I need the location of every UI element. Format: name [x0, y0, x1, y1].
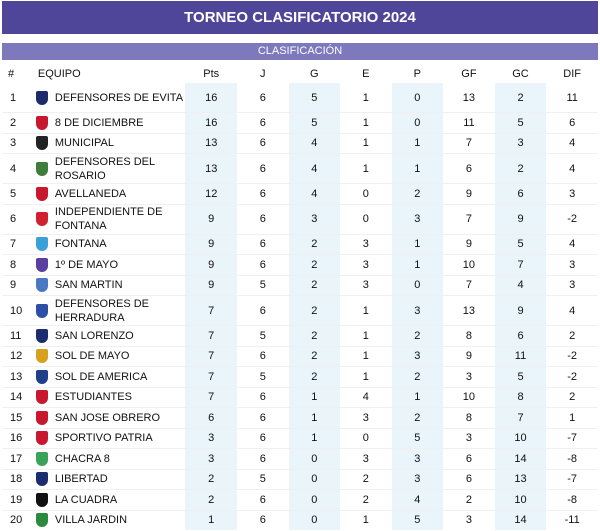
row-position: 18 [2, 469, 32, 490]
team-crest-icon [36, 431, 48, 445]
row-team [32, 326, 186, 347]
row-g: 5 [289, 83, 341, 113]
section-subtitle: CLASIFICACIÓN [2, 43, 598, 60]
row-g: 0 [289, 449, 341, 470]
row-p: 3 [392, 469, 444, 490]
table-row [2, 255, 598, 276]
col-header-pts: Pts [203, 67, 220, 80]
row-dif: -11 [546, 510, 598, 530]
row-j: 6 [237, 296, 289, 326]
row-dif: -8 [546, 490, 598, 511]
row-e: 0 [340, 428, 392, 449]
row-pts: 16 [185, 83, 237, 113]
row-j: 5 [237, 275, 289, 296]
col-header-dif: DIF [563, 67, 582, 80]
team-name: LIBERTAD [54, 473, 108, 486]
team-crest-icon [36, 304, 48, 318]
team-crest-icon [36, 116, 48, 130]
table-row [2, 428, 598, 449]
row-dif: -7 [546, 469, 598, 490]
row-e: 3 [340, 408, 392, 429]
row-team [32, 428, 186, 449]
table-row [2, 469, 598, 490]
row-j: 6 [237, 510, 289, 530]
row-pts: 7 [185, 387, 237, 408]
row-pts: 3 [185, 449, 237, 470]
row-team [32, 113, 186, 134]
row-e: 1 [362, 91, 369, 104]
row-j: 6 [259, 91, 266, 104]
row-gf: 13 [462, 91, 476, 104]
row-e: 3 [340, 275, 392, 296]
row-gf: 9 [443, 346, 495, 367]
row-e: 1 [340, 326, 392, 347]
row-dif: 11 [566, 91, 578, 104]
row-pts: 2 [185, 469, 237, 490]
row-p: 2 [392, 408, 444, 429]
row-gc: 14 [495, 510, 547, 530]
row-j: 6 [237, 428, 289, 449]
row-g: 2 [289, 234, 341, 255]
row-p: 2 [392, 367, 444, 388]
row-j: 6 [237, 154, 289, 184]
team-crest-icon [36, 258, 48, 272]
row-p: 3 [392, 346, 444, 367]
row-j: 6 [237, 255, 289, 276]
row-p: 1 [392, 133, 444, 154]
team-crest-icon [36, 212, 48, 226]
row-pts: 3 [185, 428, 237, 449]
table-row [2, 234, 598, 255]
table-row [2, 113, 598, 134]
row-gf: 11 [443, 113, 495, 134]
row-g: 0 [289, 469, 341, 490]
team-crest-icon [36, 91, 48, 105]
row-team [32, 275, 186, 296]
row-dif: -2 [546, 367, 598, 388]
team-name: DEFENSORES DEL ROSARIO [54, 155, 155, 182]
table-row [2, 387, 598, 408]
row-e: 2 [340, 469, 392, 490]
row-p: 1 [392, 255, 444, 276]
row-p: 4 [392, 490, 444, 511]
row-p: 0 [392, 83, 444, 113]
row-team [32, 133, 186, 154]
row-gf: 7 [443, 275, 495, 296]
row-j: 6 [237, 204, 289, 234]
row-e: 1 [340, 510, 392, 530]
row-j: 6 [237, 387, 289, 408]
row-gf: 6 [443, 154, 495, 184]
team-crest-icon [36, 472, 48, 486]
row-e: 2 [340, 490, 392, 511]
table-row [2, 449, 598, 470]
row-dif: 4 [546, 234, 598, 255]
team-name: INDEPENDIENTE DE FONTANA [54, 206, 163, 232]
row-gc: 4 [495, 275, 547, 296]
table-row [2, 346, 598, 367]
row-pts: 2 [185, 490, 237, 511]
team-crest-icon [36, 493, 48, 507]
row-position: 7 [2, 234, 32, 255]
row-position: 13 [2, 367, 32, 388]
row-gf: 6 [443, 449, 495, 470]
row-dif: 3 [546, 184, 598, 205]
col-header-gc: GC [512, 67, 529, 80]
row-pts: 16 [185, 113, 237, 134]
row-team [32, 408, 186, 429]
row-j: 6 [237, 113, 289, 134]
row-e: 0 [340, 204, 392, 234]
row-e: 4 [340, 387, 392, 408]
row-g: 4 [289, 133, 341, 154]
row-pts: 6 [185, 408, 237, 429]
row-gc: 7 [495, 255, 547, 276]
row-gf: 8 [443, 326, 495, 347]
team-name: VILLA JARDIN [54, 514, 128, 527]
row-gf: 10 [443, 387, 495, 408]
row-g: 2 [289, 346, 341, 367]
table-row [2, 204, 598, 234]
row-g: 3 [289, 204, 341, 234]
row-dif: 4 [546, 154, 598, 184]
row-gc: 7 [495, 408, 547, 429]
row-pts: 12 [185, 184, 237, 205]
row-gf: 13 [443, 296, 495, 326]
team-name: LA CUADRA [54, 493, 118, 506]
table-row [2, 184, 598, 205]
table-row [2, 154, 598, 184]
row-g: 5 [289, 113, 341, 134]
table-header-row [2, 64, 598, 83]
row-p: 3 [392, 296, 444, 326]
row-g: 1 [289, 387, 341, 408]
row-g: 4 [289, 184, 341, 205]
row-j: 5 [237, 367, 289, 388]
row-gf: 9 [443, 184, 495, 205]
team-name: DEFENSORES DE HERRADURA [54, 297, 150, 324]
row-g: 2 [289, 255, 341, 276]
row-gc: 5 [495, 367, 547, 388]
col-header-gf: GF [461, 67, 477, 80]
row-dif: 2 [546, 326, 598, 347]
row-dif: -2 [546, 204, 598, 234]
row-dif: 3 [546, 255, 598, 276]
team-crest-icon [36, 237, 48, 251]
row-position: 11 [2, 326, 32, 347]
team-name: SAN LORENZO [54, 329, 134, 342]
row-g: 2 [289, 275, 341, 296]
col-header-pos: # [8, 67, 15, 80]
row-team [32, 469, 186, 490]
team-name: ESTUDIANTES [54, 391, 132, 404]
row-g: 2 [289, 326, 341, 347]
row-j: 6 [237, 234, 289, 255]
table-row [2, 490, 598, 511]
row-gf: 2 [443, 490, 495, 511]
table-row [2, 408, 598, 429]
row-gc: 3 [495, 133, 547, 154]
row-e: 3 [340, 449, 392, 470]
row-e: 3 [340, 234, 392, 255]
row-dif: 3 [546, 275, 598, 296]
row-j: 6 [237, 184, 289, 205]
row-position: 16 [2, 428, 32, 449]
row-gc: 5 [495, 113, 547, 134]
row-position: 17 [2, 449, 32, 470]
row-p: 0 [392, 275, 444, 296]
col-header-p: P [413, 67, 422, 80]
row-gc: 6 [495, 184, 547, 205]
row-g: 4 [289, 154, 341, 184]
team-crest-icon [36, 187, 48, 201]
standings-table [2, 64, 598, 530]
table-row [2, 367, 598, 388]
row-dif: -7 [546, 428, 598, 449]
row-j: 6 [237, 490, 289, 511]
row-dif: 4 [546, 296, 598, 326]
row-g: 1 [289, 428, 341, 449]
team-name: SOL DE MAYO [54, 350, 130, 363]
row-team [32, 234, 186, 255]
row-e: 1 [340, 346, 392, 367]
row-team [32, 367, 186, 388]
row-dif: 4 [546, 133, 598, 154]
row-pts: 13 [185, 133, 237, 154]
row-e: 1 [340, 154, 392, 184]
row-g: 1 [289, 408, 341, 429]
team-name: CHACRA 8 [54, 452, 110, 465]
team-name: MUNICIPAL [54, 137, 114, 150]
row-team [32, 346, 186, 367]
row-j: 5 [237, 469, 289, 490]
row-dif: -8 [546, 449, 598, 470]
row-p: 2 [392, 326, 444, 347]
row-gf: 10 [443, 255, 495, 276]
col-header-j: J [260, 67, 266, 80]
row-p: 0 [392, 113, 444, 134]
row-e: 3 [340, 255, 392, 276]
row-dif: 1 [546, 408, 598, 429]
row-team [32, 184, 186, 205]
row-team [32, 154, 186, 184]
row-position: 10 [2, 296, 32, 326]
row-position: 3 [2, 133, 32, 154]
row-g: 2 [289, 367, 341, 388]
row-position: 4 [2, 154, 32, 184]
table-row [2, 296, 598, 326]
row-pts: 7 [185, 346, 237, 367]
row-gc: 5 [495, 234, 547, 255]
row-pts: 9 [185, 204, 237, 234]
row-gc: 9 [495, 296, 547, 326]
row-pts: 9 [185, 234, 237, 255]
row-position: 20 [2, 510, 32, 530]
team-name: SOL DE AMERICA [54, 370, 148, 383]
row-gf: 9 [443, 234, 495, 255]
row-gf: 7 [443, 204, 495, 234]
team-crest-icon [36, 452, 48, 466]
row-position: 9 [2, 275, 32, 296]
row-team [32, 296, 186, 326]
row-position: 14 [2, 387, 32, 408]
col-header-g: G [310, 67, 319, 80]
row-e: 0 [340, 184, 392, 205]
row-p: 3 [392, 449, 444, 470]
team-name: DEFENSORES DE EVITA [54, 91, 184, 104]
row-gc: 11 [495, 346, 547, 367]
row-g: 0 [289, 490, 341, 511]
row-team [32, 490, 186, 511]
row-team [32, 204, 186, 234]
row-g: 2 [289, 296, 341, 326]
row-gc: 2 [495, 154, 547, 184]
team-crest-icon [36, 136, 48, 150]
team-crest-icon [36, 370, 48, 384]
team-crest-icon [36, 162, 48, 176]
row-position: 12 [2, 346, 32, 367]
row-position: 2 [2, 113, 32, 134]
team-name: SPORTIVO PATRIA [54, 432, 153, 445]
row-dif: -2 [546, 346, 598, 367]
team-crest-icon [36, 390, 48, 404]
table-row [2, 275, 598, 296]
row-pts: 7 [185, 367, 237, 388]
row-pts: 7 [185, 326, 237, 347]
team-crest-icon [36, 278, 48, 292]
row-p: 1 [392, 234, 444, 255]
team-crest-icon [36, 513, 48, 527]
col-header-e: E [362, 67, 370, 80]
team-name: FONTANA [54, 238, 107, 251]
row-p: 2 [392, 184, 444, 205]
row-dif: 2 [546, 387, 598, 408]
row-team [32, 387, 186, 408]
team-name: 1º DE MAYO [54, 258, 118, 271]
team-crest-icon [36, 349, 48, 363]
row-position: 15 [2, 408, 32, 429]
row-e: 1 [340, 133, 392, 154]
table-row [2, 133, 598, 154]
row-p: 1 [392, 154, 444, 184]
row-pts: 1 [185, 510, 237, 530]
row-position: 6 [2, 204, 32, 234]
row-gc: 6 [495, 326, 547, 347]
row-gc: 8 [495, 387, 547, 408]
row-gc: 9 [495, 204, 547, 234]
row-dif: 6 [546, 113, 598, 134]
team-crest-icon [36, 329, 48, 343]
row-team [32, 510, 186, 530]
row-j: 5 [237, 326, 289, 347]
row-position: 1 [10, 91, 17, 104]
row-gf: 3 [443, 428, 495, 449]
team-crest-icon [36, 411, 48, 425]
table-row [2, 83, 598, 113]
page-title: TORNEO CLASIFICATORIO 2024 [2, 1, 598, 34]
row-gf: 8 [443, 408, 495, 429]
row-pts: 9 [185, 255, 237, 276]
row-p: 1 [392, 387, 444, 408]
row-position: 5 [2, 184, 32, 205]
row-p: 3 [392, 204, 444, 234]
row-position: 8 [2, 255, 32, 276]
row-gf: 3 [443, 367, 495, 388]
row-pts: 7 [185, 296, 237, 326]
row-team [32, 255, 186, 276]
row-gf: 7 [443, 133, 495, 154]
team-name: 8 DE DICIEMBRE [54, 116, 144, 129]
row-j: 6 [237, 133, 289, 154]
row-gc: 2 [495, 83, 547, 113]
row-p: 5 [392, 510, 444, 530]
row-e: 1 [340, 367, 392, 388]
row-gc: 10 [495, 490, 547, 511]
row-pts: 13 [185, 154, 237, 184]
row-team [32, 83, 186, 113]
row-gf: 6 [443, 469, 495, 490]
row-p: 5 [392, 428, 444, 449]
table-row [2, 326, 598, 347]
team-name: SAN MARTIN [54, 279, 123, 292]
row-gc: 13 [495, 469, 547, 490]
row-e: 1 [340, 296, 392, 326]
row-j: 6 [237, 346, 289, 367]
row-gc: 14 [495, 449, 547, 470]
row-team [32, 449, 186, 470]
col-header-team: EQUIPO [37, 67, 81, 80]
row-j: 6 [237, 449, 289, 470]
row-gf: 3 [443, 510, 495, 530]
row-j: 6 [237, 408, 289, 429]
row-g: 0 [289, 510, 341, 530]
table-row [2, 510, 598, 530]
row-position: 19 [2, 490, 32, 511]
row-pts: 9 [185, 275, 237, 296]
row-gc: 10 [495, 428, 547, 449]
row-e: 1 [340, 113, 392, 134]
team-name: AVELLANEDA [54, 187, 127, 200]
team-name: SAN JOSE OBRERO [54, 411, 161, 424]
